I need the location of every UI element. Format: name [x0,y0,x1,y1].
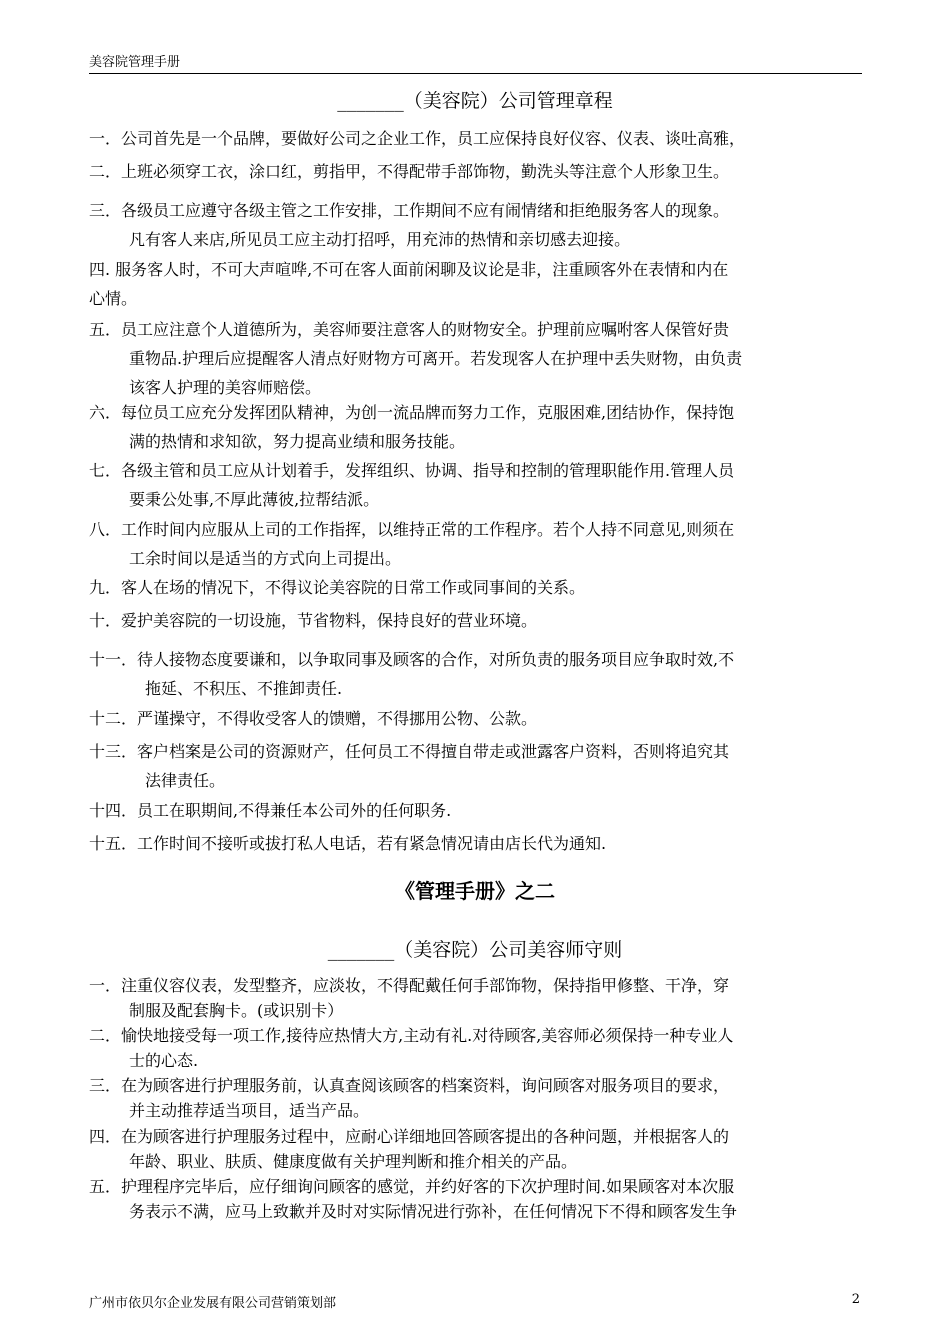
list-item-line: 五．护理程序完毕后，应仔细询问顾客的感觉，并约好客的下次护理时间.如果顾客对本次服 [89,1177,735,1196]
list-item-line: 制服及配套胸卡。(或识别卡） [129,1001,344,1020]
list-item-line: 重物品.护理后应提醒客人清点好财物方可离开。若发现客人在护理中丢失财物，由负责 [129,349,743,368]
list-item [89,645,864,703]
page-footer [89,1292,862,1311]
list-item [89,573,864,602]
list-item [89,515,864,573]
list-item-line: 六．每位员工应充分发挥团队精神，为创一流品牌而努力工作，克服困难,团结协作，保持饱 [89,403,735,422]
list-item [89,1124,864,1174]
list-item-line: 十五．工作时间不接听或拔打私人电话，若有紧急情况请由店长代为通知. [89,834,607,853]
footer-company: 广州市依贝尔企业发展有限公司营销策划部 [89,1296,337,1311]
list-item-line: 十．爱护美容院的一切设施，节省物料，保持良好的营业环境。 [89,611,538,630]
list-item-line: 八．工作时间内应服从上司的工作指挥，以维持正常的工作程序。若个人持不同意见,则须在 [89,520,735,539]
list-item-line: 二．愉快地接受每一项工作,接待应热情大方,主动有礼.对待顾客,美容师必须保持一种专业人 [89,1026,734,1045]
section2-heading: 《管理手册》之二 [395,879,555,903]
section2-title: _______（美容院）公司美容师守则 [327,939,623,961]
list-item-line: 十二．严谨操守，不得收受客人的馈赠，不得挪用公物、公款。 [89,709,538,728]
list-item [89,704,864,733]
list-item [89,737,864,795]
list-item-line: 并主动推荐适当项目，适当产品。 [129,1101,370,1120]
list-item-line: 一．公司首先是一个品牌，要做好公司之企业工作，员工应保持良好仪容、仪表、谈吐高雅， [89,129,746,148]
list-item-line: 士的心态. [129,1051,199,1070]
list-item [89,1023,864,1073]
list-item [89,315,864,402]
list-item [89,829,864,858]
list-item-line: 四. 服务客人时，不可大声喧哗,不可在客人面前闲聊及议论是非，注重顾客外在表情和内在 [89,260,729,279]
list-item-line: 法律责任。 [145,771,226,790]
list-item [89,124,864,153]
list-item-line: 工余时间以是适当的方式向上司提出。 [129,549,402,568]
list-item [89,606,864,635]
list-item-line: 五．员工应注意个人道德所为，美容师要注意客人的财物安全。护理前应嘱咐客人保管好贵 [89,320,730,339]
page-header: 美容院管理手册 [89,54,862,74]
list-item [89,796,864,825]
list-item-line: 年龄、职业、肤质、健康度做有关护理判断和推介相关的产品。 [129,1152,578,1171]
list-item-line: 务表示不满，应马上致歉并及时对实际情况进行弥补，在任何情况下不得和顾客发生争 [129,1202,738,1221]
list-item [89,255,864,313]
page-number: 2 [851,1292,860,1307]
list-item-line: 该客人护理的美容师赔偿。 [129,378,322,397]
list-item-line: 一．注重仪容仪表，发型整齐，应淡妆，不得配戴任何手部饰物，保持指甲修整、干净，穿 [89,976,730,995]
list-item-line: 七．各级主管和员工应从计划着手，发挥组织、协调、指导和控制的管理职能作用.管理人员 [89,461,735,480]
list-item-line: 十一．待人接物态度要谦和，以争取同事及顾客的合作，对所负责的服务项目应争取时效,不 [89,650,735,669]
list-item [89,456,864,514]
list-item [89,196,864,254]
list-item [89,398,864,456]
list-item [89,1174,864,1224]
list-item-line: 三．各级员工应遵守各级主管之工作安排，工作期间不应有闹情绪和拒绝服务客人的现象。 [89,201,730,220]
section1-title: _______（美容院）公司管理章程 [337,90,613,112]
list-item-line: 十三．客户档案是公司的资源财产，任何员工不得擅自带走或泄露客户资料，否则将追究其 [89,742,730,761]
list-item-line: 心情。 [89,289,138,308]
list-item [89,1073,864,1123]
list-item-line: 要秉公处事,不厚此薄彼,拉帮结派。 [129,490,380,509]
list-item [89,973,864,1023]
list-item-line: 满的热情和求知欲，努力提高业绩和服务技能。 [129,432,466,451]
list-item-line: 十四．员工在职期间,不得兼任本公司外的任何职务. [89,801,452,820]
list-item-line: 二．上班必须穿工衣，涂口红，剪指甲，不得配带手部饰物，勤洗头等注意个人形象卫生。 [89,162,730,181]
list-item [89,157,864,186]
list-item-line: 凡有客人来店,所见员工应主动打招呼，用充沛的热情和亲切感去迎接。 [129,230,631,249]
list-item-line: 四．在为顾客进行护理服务过程中，应耐心详细地回答顾客提出的各种问题，并根据客人的 [89,1127,730,1146]
list-item-line: 拖延、不积压、不推卸责任. [145,679,343,698]
list-item-line: 三．在为顾客进行护理服务前，认真查阅该顾客的档案资料，询问顾客对服务项目的要求， [89,1076,730,1095]
list-item-line: 九．客人在场的情况下，不得议论美容院的日常工作或同事间的关系。 [89,578,586,597]
